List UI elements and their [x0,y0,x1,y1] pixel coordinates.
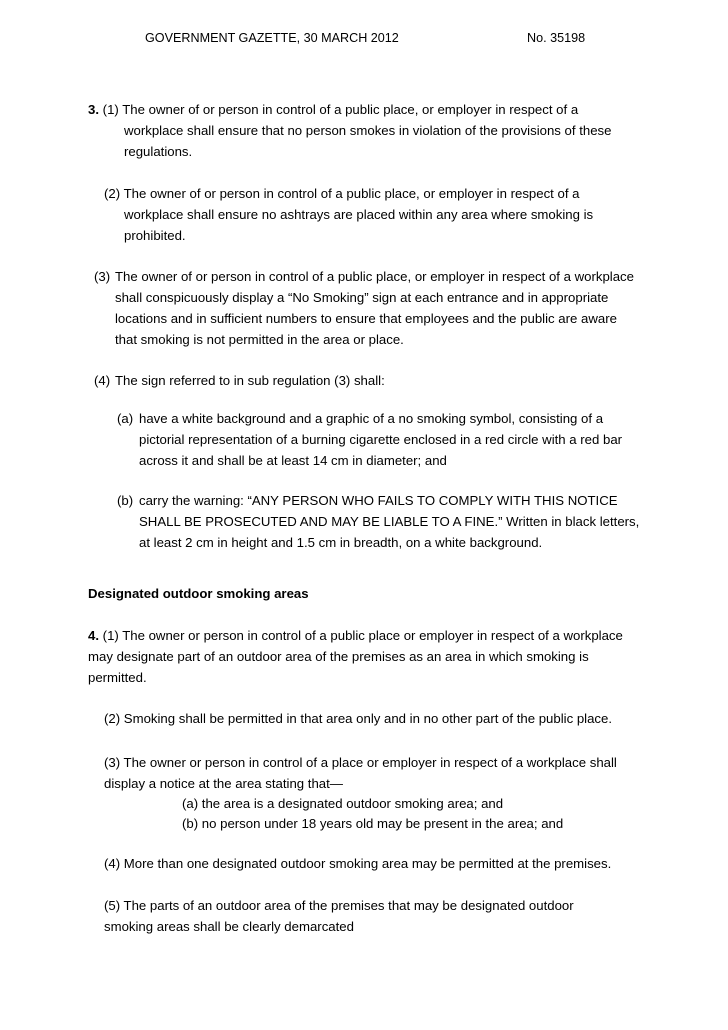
subparagraph-label: (b) [117,493,134,508]
section-4-item-a: (a) the area is a designated outdoor smoking area; and [182,796,504,811]
paragraph-label: (3) [94,269,111,284]
section-3-paragraph-1 [88,99,648,162]
section-4-number: 4. [88,628,99,643]
paragraph-label: (2) [104,186,121,201]
section-4-item-b: (b) no person under 18 years old may be present in the area; and [182,816,564,831]
subparagraph-label: (a) [117,411,134,426]
subparagraph-a [117,408,645,471]
section-3-paragraph-4 [94,370,640,391]
gazette-number: No. 35198 [527,31,586,45]
paragraph-text: (1) The owner or person in control of a public place or employer in respect of a workplace may designate part of an outdoor area of the premises as an area in which smoking is permitted. [88,628,623,685]
section-4-paragraph-4: (4) More than one designated outdoor smoking area may be permitted at the premises. [104,856,612,871]
section-4-paragraph-1 [88,625,644,688]
subparagraph-text: carry the warning: “ANY PERSON WHO FAILS TO COMPLY WITH THIS NOTICE SHALL BE PROSECUTED AND MAY BE LIABLE TO A FINE.” Written in black letters, at least 2 cm in height and 1.5 cm in breadth, on a white background. [139,493,640,550]
section-4-paragraph-5: (5) The parts of an outdoor area of the premises that may be designated outdoor smoking areas shall be clearly demarcated [104,898,574,934]
section-heading: Designated outdoor smoking areas [88,586,309,601]
paragraph-text: The sign referred to in sub regulation (3) shall: [115,373,385,388]
section-4-paragraph-2: (2) Smoking shall be permitted in that area only and in no other part of the public place. [104,711,613,726]
section-3-paragraph-3 [94,266,640,350]
paragraph-text: The owner of or person in control of a public place, or employer in respect of a [123,186,580,201]
paragraph-continuation: workplace shall ensure that no person smokes in violation of the provisions of these regulations. [124,123,612,159]
section-3-paragraph-2 [104,183,644,246]
paragraph-label: (4) [94,373,111,388]
section-4-paragraph-3: (3) The owner or person in control of a place or employer in respect of a workplace shall display a notice at the area stating that— [104,755,617,791]
paragraph-continuation: workplace shall ensure no ashtrays are placed within any area where smoking is prohibited. [124,207,594,243]
subparagraph-b [117,490,645,553]
paragraph-text: The owner of or person in control of a public place, or employer in respect of a workplace shall conspicuously display a “No Smoking” sign at each entrance and in appropriate locations and in sufficient numbers to ensure that employees and the public are aware that smoking is not permitted in the area or place. [115,269,634,347]
section-3-number: 3. [88,102,99,117]
gazette-title: GOVERNMENT GAZETTE, 30 MARCH 2012 [145,31,399,45]
subparagraph-text: have a white background and a graphic of a no smoking symbol, consisting of a pictorial representation of a burning cigarette enclosed in a red circle with a red bar across it and shall be at least 14 cm in diameter; and [139,411,623,468]
paragraph-label: (1) [102,102,119,117]
paragraph-text: The owner of or person in control of a public place, or employer in respect of a [122,102,579,117]
